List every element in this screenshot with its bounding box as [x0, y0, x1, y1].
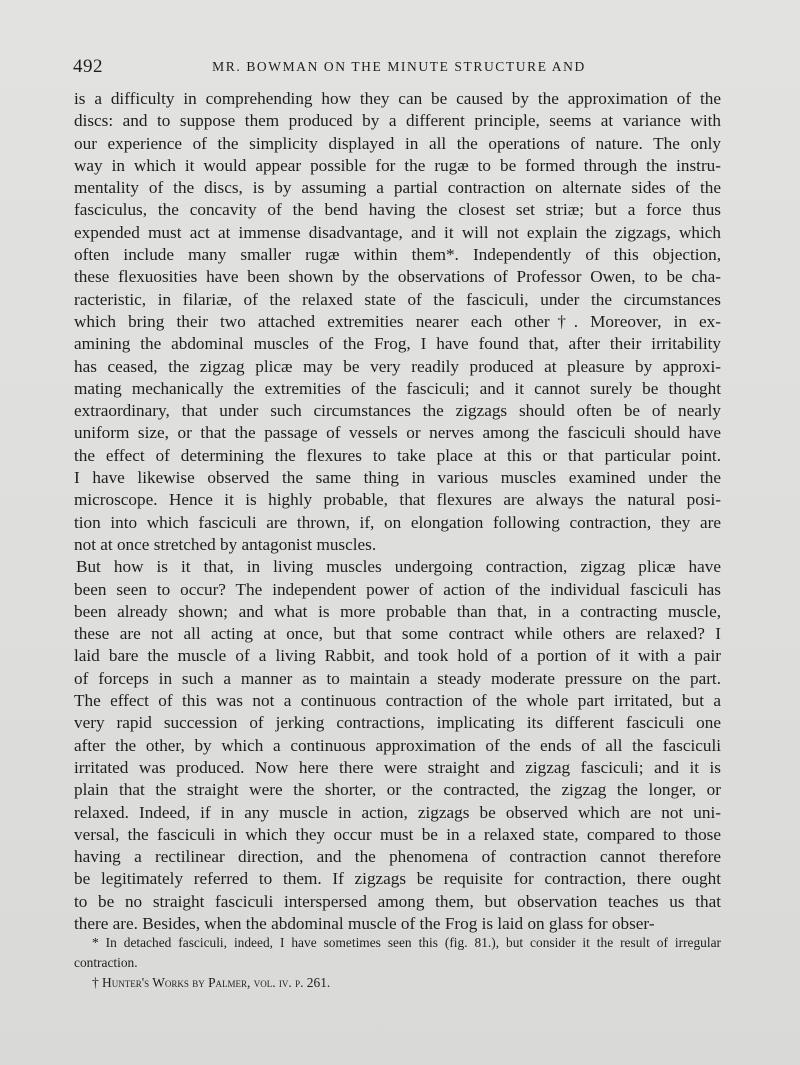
text-line: amining the abdominal muscles of the Frog, I have found that, after their irritability	[74, 334, 721, 354]
text-line: microscope. Hence it is highly probable, that flexures are always the natural posi-	[74, 490, 721, 510]
text-line: mating mechanically the extremities of the fasciculi; and it cannot surely be thought	[74, 378, 721, 398]
text-line: after the other, by which a continuous approximation of the ends of all the fasciculi	[74, 735, 721, 755]
running-head: MR. BOWMAN ON THE MINUTE STRUCTURE AND	[212, 59, 586, 74]
text-line: racteristic, in filariæ, of the relaxed state of the fasciculi, under the circumstances	[74, 289, 721, 309]
footnotes	[74, 933, 721, 993]
text-line: not at once stretched by antagonist muscles.	[74, 534, 377, 554]
paragraph	[74, 556, 721, 935]
text-line: extraordinary, that under such circumstances the zigzags should often be of nearly	[74, 401, 721, 421]
text-line: relaxed. Indeed, if in any muscle in action, zigzags be observed which are not uni-	[74, 802, 721, 822]
text-line: laid bare the muscle of a living Rabbit, and took hold of a portion of it with a pair	[74, 646, 721, 666]
text-line: irritated was produced. Now here there were straight and zigzag fasciculi; and it is	[74, 757, 721, 777]
text-line: been seen to occur? The independent power of action of the individual fasciculi has	[74, 579, 721, 599]
text-line: plain that the straight were the shorter, or the contracted, the zigzag the longer, or	[74, 780, 721, 800]
text-line: fasciculus, the concavity of the bend having the closest set striæ; but a force thus	[74, 200, 721, 220]
text-line: versal, the fasciculi in which they occur must be in a relaxed state, compared to those	[74, 824, 721, 844]
text-line: very rapid succession of jerking contractions, implicating its different fasciculi one	[74, 713, 721, 733]
text-line: I have likewise observed the same thing in various muscles examined under the	[74, 468, 721, 488]
page-header	[73, 56, 725, 80]
text-line: be legitimately referred to them. If zigzags be requisite for contraction, there ought	[74, 869, 721, 889]
footnote-line: † Hunter's Works by Palmer, vol. iv. p. 261.	[92, 975, 331, 990]
text-line: has ceased, the zigzag plicæ may be very readily produced at pleasure by approxi-	[74, 356, 721, 376]
text-line: the effect of determining the flexures to take place at this or that particular point.	[74, 445, 721, 465]
text-line: these are not all acting at once, but that some contract while others are relaxed? I	[74, 624, 721, 644]
text-line: discs: and to suppose them produced by a different principle, seems at variance with	[74, 111, 721, 131]
text-line: to be no straight fasciculi interspersed among them, but observation teaches us that	[74, 891, 721, 911]
text-line: often include many smaller rugæ within them*. Independently of this objection,	[74, 245, 721, 265]
text-line: mentality of the discs, is by assuming a partial contraction on alternate sides of the	[74, 178, 721, 198]
footnote-line: * In detached fasciculi, indeed, I have sometimes seen this (fig. 81.), but consider it the result of irregular	[92, 935, 721, 950]
text-line: these flexuosities have been shown by the observations of Professor Owen, to be cha-	[74, 267, 721, 287]
text-line: there are. Besides, when the abdominal muscle of the Frog is laid on glass for obser-	[74, 913, 655, 933]
text-line: tion into which fasciculi are thrown, if, on elongation following contraction, they are	[74, 512, 721, 532]
text-line: uniform size, or that the passage of vessels or nerves among the fasciculi should have	[74, 423, 721, 443]
text-line: our experience of the simplicity displayed in all the operations of nature. The only	[74, 133, 721, 153]
text-line: But how is it that, in living muscles undergoing contraction, zigzag plicæ have	[76, 557, 721, 577]
text-line: which bring their two attached extremities nearer each other†. Moreover, in ex-	[74, 311, 721, 331]
body-text	[74, 88, 721, 935]
text-line: is a difficulty in comprehending how they can be caused by the approximation of the	[74, 89, 721, 108]
text-line: way in which it would appear possible for the rugæ to be formed through the instru-	[74, 155, 721, 175]
paragraph	[74, 88, 721, 556]
text-line: expended must act at immense disadvantage, and it will not explain the zigzags, which	[74, 222, 721, 242]
text-line: been already shown; and what is more probable than that, in a contracting muscle,	[74, 601, 721, 621]
footnote-line: contraction.	[74, 955, 138, 970]
text-line: having a rectilinear direction, and the phenomena of contraction cannot therefore	[74, 847, 721, 867]
text-line: of forceps in such a manner as to maintain a steady moderate pressure on the part.	[74, 668, 721, 688]
text-line: The effect of this was not a continuous contraction of the whole part irritated, but a	[74, 691, 721, 711]
page-number: 492	[73, 56, 103, 77]
